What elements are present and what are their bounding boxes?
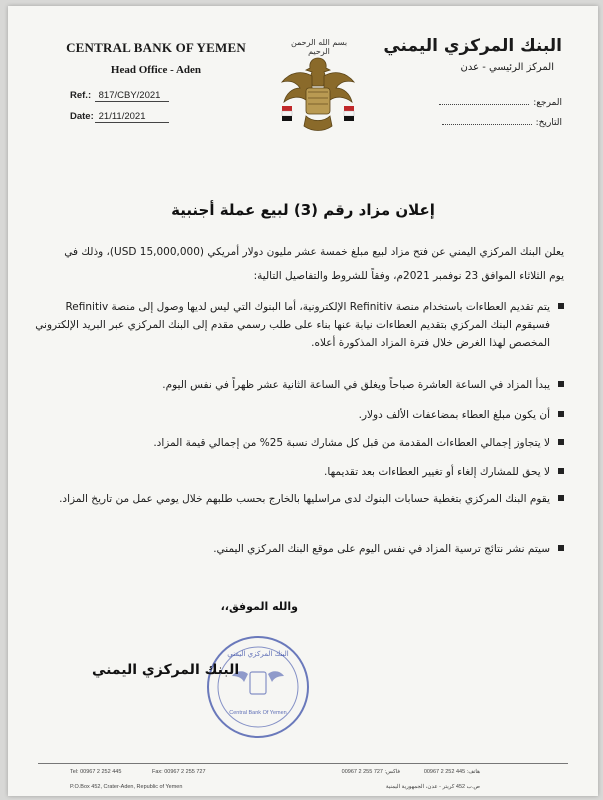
footer-tel-ar: هاتف: 445 252 2 00967 bbox=[423, 769, 480, 775]
ref-value: 817/CBY/2021 bbox=[95, 90, 169, 102]
letter-page bbox=[8, 6, 598, 796]
yemen-eagle-emblem-icon bbox=[276, 36, 360, 146]
list-item bbox=[34, 406, 564, 424]
list-item-text: سيتم نشر نتائج ترسية المزاد في نفس اليوم على موقع البنك المركزي اليمني. bbox=[213, 543, 550, 555]
list-item-text: يبدأ المزاد في الساعة العاشرة صباحاً ويغلق في الساعة الثانية عشر ظهراً في نفس اليوم. bbox=[162, 379, 550, 391]
date-line bbox=[70, 111, 169, 123]
head-office-ar: المركز الرئيسي - عدن bbox=[460, 62, 554, 73]
official-stamp-icon bbox=[204, 632, 312, 742]
ref-line bbox=[70, 90, 169, 102]
bullet-icon bbox=[558, 468, 564, 474]
ref-dots bbox=[439, 104, 529, 105]
date-value: 21/11/2021 bbox=[95, 111, 169, 123]
stamp-text-en: Central Bank Of Yemen bbox=[229, 710, 287, 716]
ref-label: Ref.: bbox=[70, 90, 92, 101]
signature-text: البنك المركزي اليمني bbox=[92, 662, 240, 678]
list-item-text: يتم تقديم العطاءات باستخدام منصة Refinitiv الإلكترونية، أما البنوك التي ليس لديها وصول إلى منصة Refinitiv فسيقوم البنك المركزي بتقديم العطاءات نيابة عنها بناء على طلب رسمي مقدم إلى البنك المركزي عبر البريد الإلكتروني المخصص لهذا الغرض خلال فترة المزاد المذكورة أعلاه. bbox=[35, 301, 550, 349]
basmala: بسم الله الرحمن الرحيم bbox=[290, 38, 348, 56]
list-item bbox=[34, 490, 564, 508]
head-office-en: Head Office - Aden bbox=[110, 64, 202, 76]
footer-tel-en: Tel: 00967 2 252 445 bbox=[70, 769, 122, 775]
closing-text: والله الموفق،، bbox=[220, 600, 298, 613]
bullet-icon bbox=[558, 495, 564, 501]
bank-name-ar: البنك المركزي اليمني bbox=[383, 36, 562, 56]
list-item bbox=[34, 298, 564, 352]
footer-fax-en: Fax: 00967 2 255 727 bbox=[152, 769, 206, 775]
bullet-icon bbox=[558, 303, 564, 309]
date-label: Date: bbox=[70, 111, 94, 122]
footer-address-en: P.O.Box 452, Crater-Aden, Republic of Yemen bbox=[70, 784, 183, 790]
date-label-ar: التاريخ: bbox=[535, 118, 562, 128]
list-item bbox=[34, 376, 564, 394]
footer-fax-ar: فاكس: 727 255 2 00967 bbox=[341, 769, 400, 775]
footer-address-ar: ص.ب 452 كريتر - عدن، الجمهورية اليمنية bbox=[385, 784, 480, 790]
list-item bbox=[34, 463, 564, 481]
list-item-text: أن يكون مبلغ العطاء بمضاعفات الألف دولار. bbox=[358, 409, 550, 421]
bullet-icon bbox=[558, 411, 564, 417]
ref-label-ar: المرجع: bbox=[533, 98, 562, 108]
footer bbox=[38, 763, 568, 790]
date-dots bbox=[442, 124, 532, 125]
bullet-icon bbox=[558, 439, 564, 445]
bullet-icon bbox=[558, 545, 564, 551]
announcement-title: إعلان مزاد رقم (3) لبيع عملة أجنبية bbox=[171, 201, 435, 219]
header-english bbox=[56, 40, 256, 76]
bank-name-en: CENTRAL BANK OF YEMEN bbox=[66, 40, 246, 55]
bullet-icon bbox=[558, 381, 564, 387]
date-line-ar bbox=[442, 118, 562, 128]
intro-line-1: يعلن البنك المركزي اليمني عن فتح مزاد لبيع مبلغ خمسة عشر مليون دولار أمريكي (15,000,000 USD)، وذلك في bbox=[64, 246, 564, 258]
stamp-text-ar: البنك المركزي اليمني bbox=[227, 650, 289, 658]
list-item bbox=[34, 540, 564, 558]
ref-line-ar bbox=[439, 98, 562, 108]
list-item-text: يقوم البنك المركزي بتغطية حسابات البنوك لدى مراسليها بالخارج بحسب طلبهم خلال يومي عمل من تاريخ المزاد. bbox=[59, 493, 550, 505]
list-item bbox=[34, 434, 564, 452]
list-item-text: لا يتجاوز إجمالي العطاءات المقدمة من قبل كل مشارك نسبة 25% من إجمالي قيمة المزاد. bbox=[153, 437, 550, 449]
header-arabic bbox=[383, 36, 562, 73]
list-item-text: لا يحق للمشارك إلغاء أو تغيير العطاءات بعد تقديمها. bbox=[324, 466, 550, 478]
intro-line-2: يوم الثلاثاء الموافق 23 نوفمبر 2021م، وفقاً للشروط والتفاصيل التالية: bbox=[253, 270, 564, 282]
